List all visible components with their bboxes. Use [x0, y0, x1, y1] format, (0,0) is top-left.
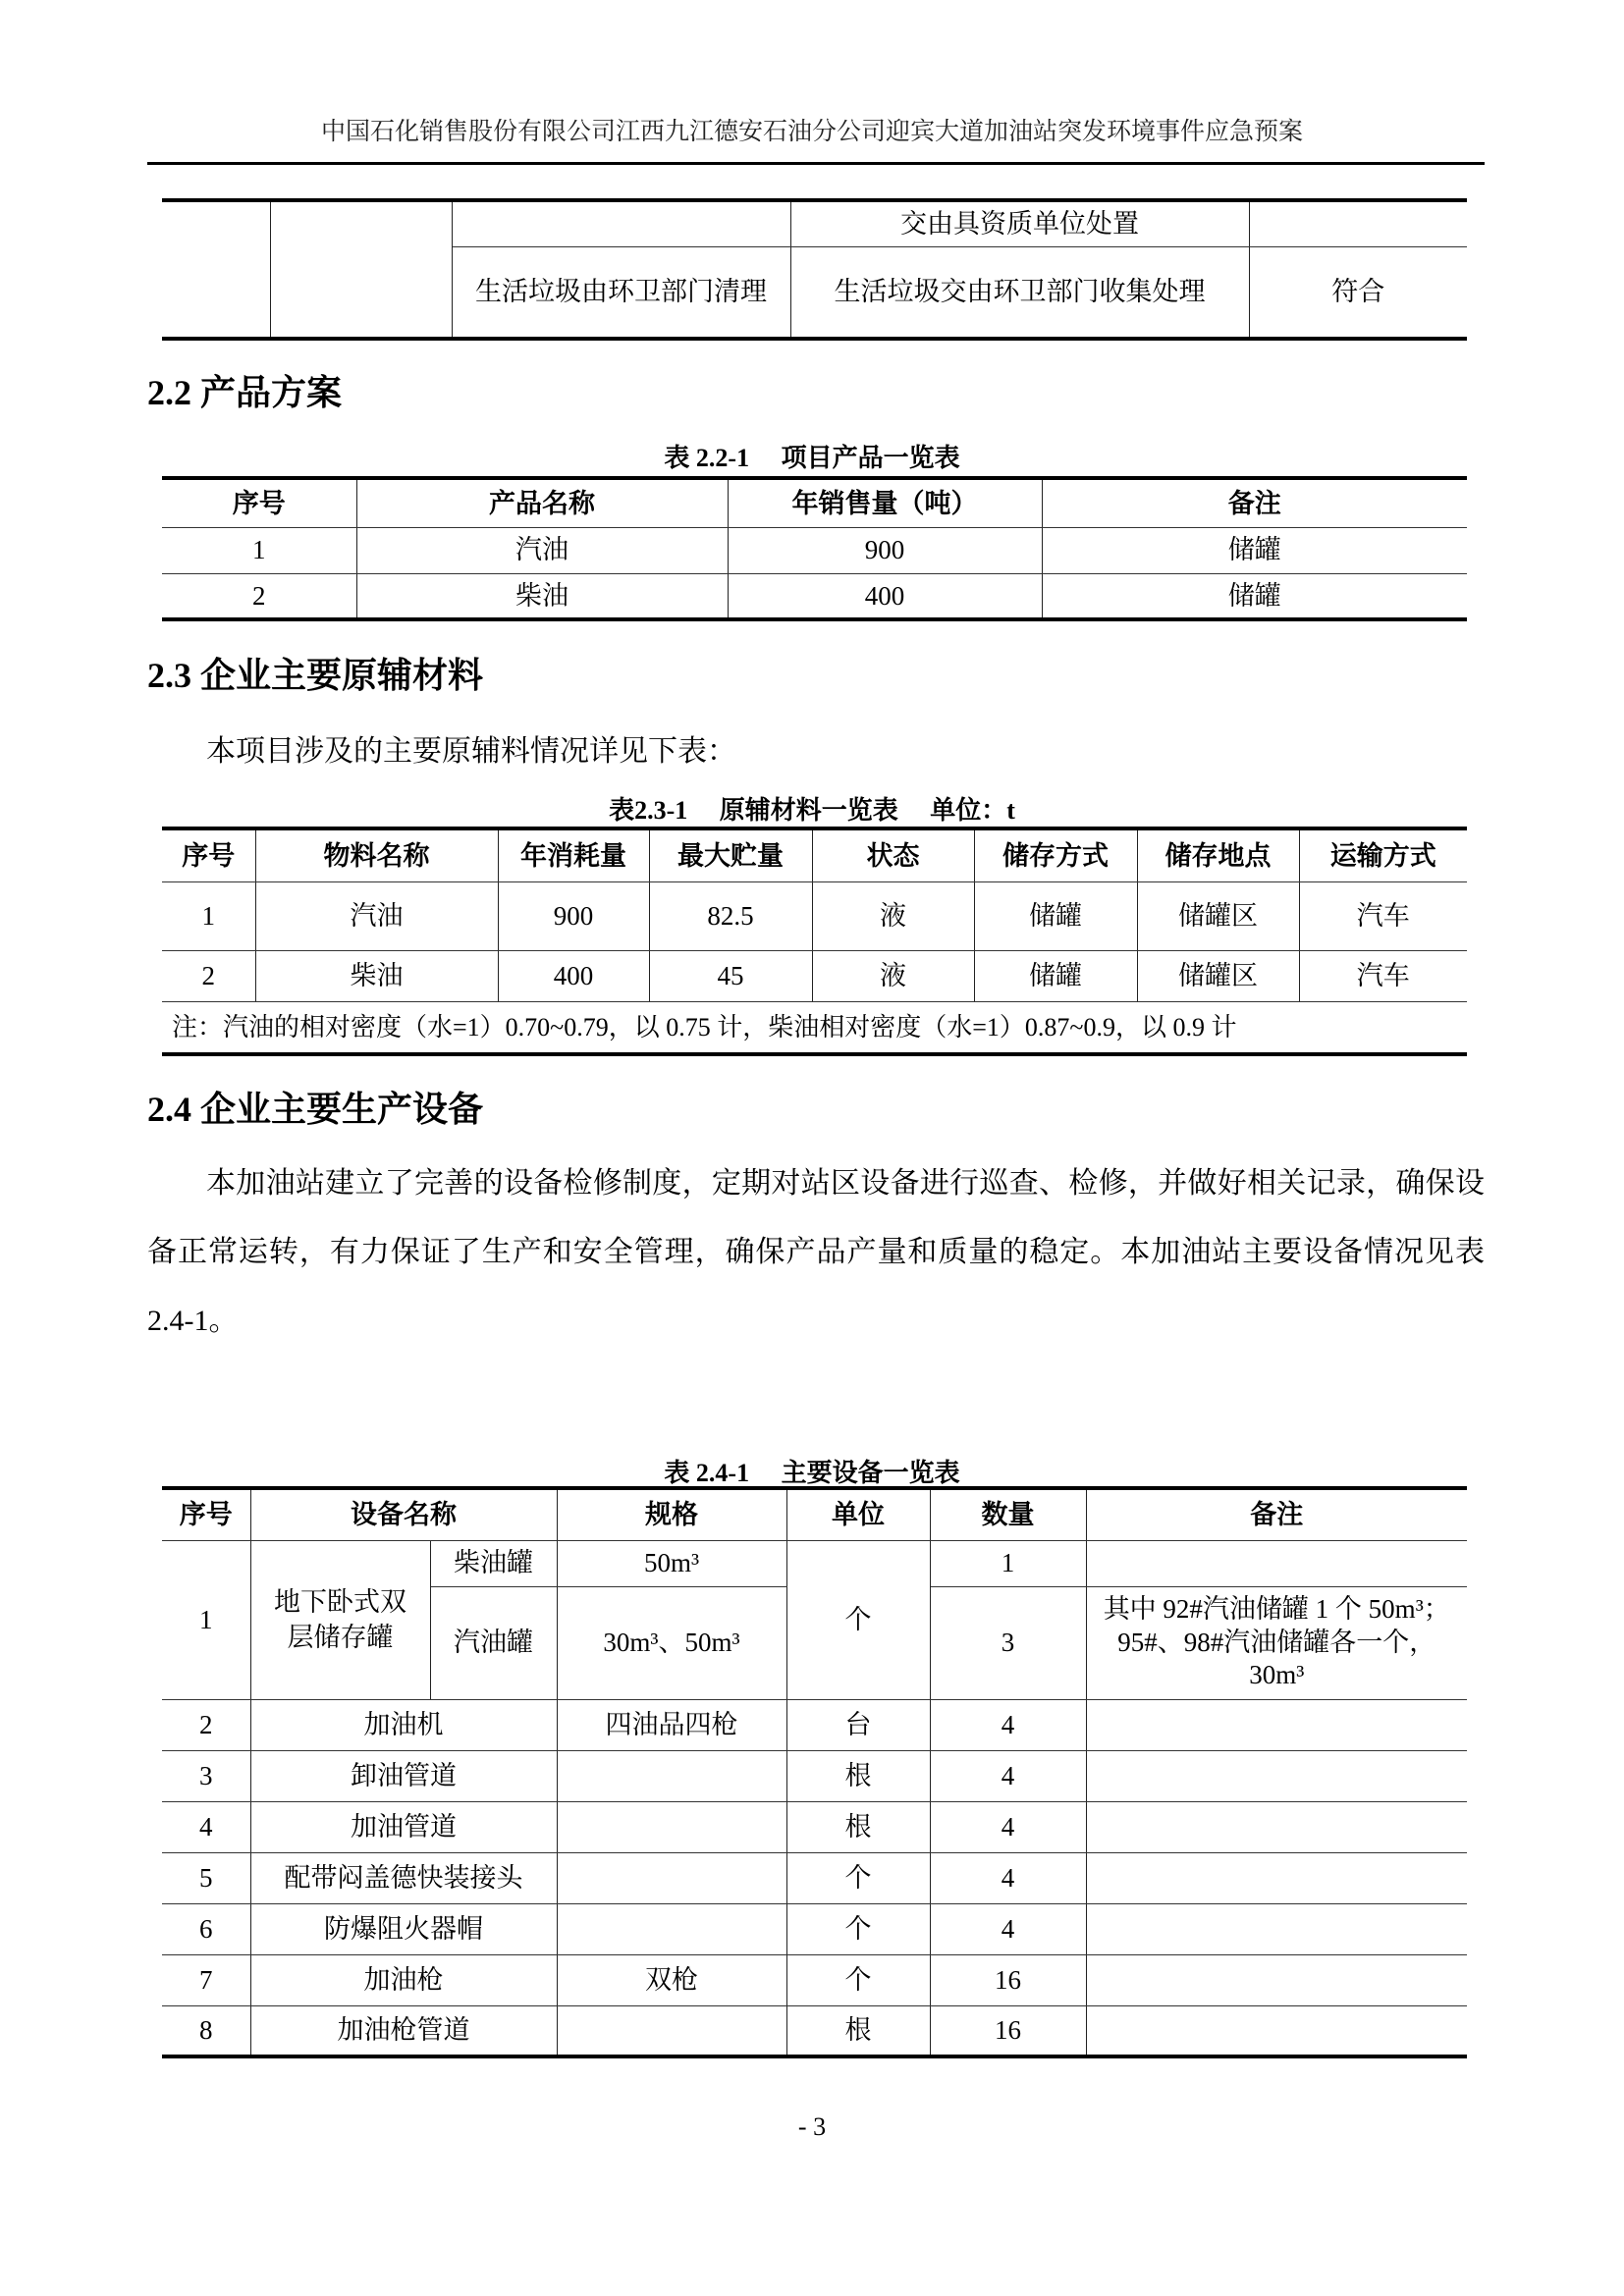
table-cell — [1086, 1540, 1467, 1586]
table-row — [162, 950, 1467, 1001]
section-heading-2-2: 2.2 产品方案 — [147, 373, 343, 412]
table-cell: 50m³ — [557, 1540, 786, 1586]
table-cell: 900 — [728, 527, 1042, 573]
table-cell: 2 — [162, 950, 255, 1001]
table-cell: 4 — [930, 1801, 1086, 1852]
table-cell: 个 — [786, 1903, 930, 1954]
table-cell: 7 — [162, 1954, 250, 2005]
table-cell: 3 — [162, 1750, 250, 1801]
table-cell: 柴油 — [356, 573, 728, 619]
table-row — [162, 1852, 1467, 1903]
column-header: 序号 — [162, 478, 356, 527]
column-header: 物料名称 — [255, 828, 498, 881]
table-cell: 生活垃圾由环卫部门清理 — [452, 246, 790, 339]
table-cell: 5 — [162, 1852, 250, 1903]
table-cell: 储罐区 — [1137, 881, 1299, 950]
table-cell: 生活垃圾交由环卫部门收集处理 — [790, 246, 1249, 339]
table-cell: 2 — [162, 1699, 250, 1750]
table-cell: 配带闷盖德快装接头 — [250, 1852, 557, 1903]
table-cell: 储罐 — [1042, 573, 1467, 619]
column-header: 运输方式 — [1299, 828, 1467, 881]
column-header: 数量 — [930, 1488, 1086, 1540]
table-cell — [1086, 1954, 1467, 2005]
table-cell: 根 — [786, 2005, 930, 2056]
table-row — [162, 573, 1467, 619]
column-header: 序号 — [162, 828, 255, 881]
table-cell: 防爆阻火器帽 — [250, 1903, 557, 1954]
column-header: 储存地点 — [1137, 828, 1299, 881]
table-cell: 汽油 — [356, 527, 728, 573]
table-cell: 柴油 — [255, 950, 498, 1001]
table-caption-2-2-1: 表 2.2-1 项目产品一览表 — [664, 444, 960, 472]
table-cell: 45 — [649, 950, 812, 1001]
table-cell: 1 — [162, 1540, 250, 1699]
table-row — [162, 527, 1467, 573]
table-note-row — [162, 1001, 1467, 1054]
table-cell — [557, 1750, 786, 1801]
table-cell — [557, 1903, 786, 1954]
table-cell: 液 — [812, 950, 974, 1001]
table-cell — [557, 1852, 786, 1903]
table-cell: 柴油罐 — [430, 1540, 557, 1586]
table-cell — [162, 200, 270, 339]
table-cell — [270, 200, 452, 339]
table-cell: 400 — [498, 950, 649, 1001]
table-cell: 8 — [162, 2005, 250, 2056]
table-cell: 根 — [786, 1801, 930, 1852]
table-note: 注：汽油的相对密度（水=1）0.70~0.79，以 0.75 计，柴油相对密度（水=1）0.87~0.9，以 0.9 计 — [162, 1001, 1467, 1054]
table-row — [162, 881, 1467, 950]
table-cell: 1 — [930, 1540, 1086, 1586]
raw-materials-table — [162, 827, 1467, 1056]
table-row — [162, 1699, 1467, 1750]
column-header: 年销售量（吨） — [728, 478, 1042, 527]
table-cell — [1086, 2005, 1467, 2056]
table-cell: 3 — [930, 1586, 1086, 1699]
column-header: 状态 — [812, 828, 974, 881]
equipment-table — [162, 1486, 1467, 2058]
table-cell: 16 — [930, 2005, 1086, 2056]
table-header-row — [162, 828, 1467, 881]
table-cell: 4 — [162, 1801, 250, 1852]
table-cell: 个 — [786, 1540, 930, 1699]
column-header: 规格 — [557, 1488, 786, 1540]
section-heading-2-4: 2.4 企业主要生产设备 — [147, 1090, 484, 1129]
table-cell: 符合 — [1249, 246, 1467, 339]
table-row — [162, 200, 1467, 246]
table-cell: 双枪 — [557, 1954, 786, 2005]
column-header: 单位 — [786, 1488, 930, 1540]
table-cell — [557, 1801, 786, 1852]
table-cell: 汽车 — [1299, 881, 1467, 950]
table-cell: 四油品四枪 — [557, 1699, 786, 1750]
table-cell: 16 — [930, 1954, 1086, 2005]
column-header: 设备名称 — [250, 1488, 557, 1540]
table-row — [162, 1750, 1467, 1801]
table-cell: 个 — [786, 1852, 930, 1903]
table-cell: 4 — [930, 1852, 1086, 1903]
section-heading-2-3: 2.3 企业主要原辅材料 — [147, 656, 484, 695]
table-cell: 其中 92#汽油储罐 1 个 50m³；95#、98#汽油储罐各一个，30m³ — [1086, 1586, 1467, 1699]
column-header: 储存方式 — [974, 828, 1137, 881]
column-header: 备注 — [1042, 478, 1467, 527]
table-cell — [1086, 1801, 1467, 1852]
table-cell — [1086, 1699, 1467, 1750]
table-cell — [1086, 1852, 1467, 1903]
table-cell: 4 — [930, 1699, 1086, 1750]
column-header: 最大贮量 — [649, 828, 812, 881]
table-cell: 82.5 — [649, 881, 812, 950]
column-header: 年消耗量 — [498, 828, 649, 881]
column-header: 序号 — [162, 1488, 250, 1540]
table-row — [162, 1903, 1467, 1954]
table-cell: 4 — [930, 1750, 1086, 1801]
table-cell: 根 — [786, 1750, 930, 1801]
table-cell: 交由具资质单位处置 — [790, 200, 1249, 246]
table-cell: 加油枪 — [250, 1954, 557, 2005]
table-cell: 1 — [162, 527, 356, 573]
table-cell — [1086, 1750, 1467, 1801]
table-cell: 卸油管道 — [250, 1750, 557, 1801]
table-cell — [557, 2005, 786, 2056]
table-cell: 加油机 — [250, 1699, 557, 1750]
table-cell — [1086, 1903, 1467, 1954]
table-cell: 900 — [498, 881, 649, 950]
table-cell: 加油枪管道 — [250, 2005, 557, 2056]
table-cell — [1249, 200, 1467, 246]
table-cell: 汽油罐 — [430, 1586, 557, 1699]
table-caption-2-3-1: 表2.3-1 原辅材料一览表 单位：t — [609, 796, 1015, 825]
section-2-3-intro: 本项目涉及的主要原辅料情况详见下表： — [206, 735, 736, 768]
table-cell: 储罐 — [974, 950, 1137, 1001]
product-table — [162, 476, 1467, 621]
table-row — [162, 2005, 1467, 2056]
table-cell: 储罐 — [974, 881, 1137, 950]
page-header-title: 中国石化销售股份有限公司江西九江德安石油分公司迎宾大道加油站突发环境事件应急预案 — [320, 117, 1303, 145]
column-header: 产品名称 — [356, 478, 728, 527]
table-cell: 加油管道 — [250, 1801, 557, 1852]
header-rule — [147, 162, 1485, 165]
table-cell: 2 — [162, 573, 356, 619]
table-cell: 1 — [162, 881, 255, 950]
table-row — [162, 1954, 1467, 2005]
table-cell: 6 — [162, 1903, 250, 1954]
table-header-row — [162, 1488, 1467, 1540]
table-cell — [452, 200, 790, 246]
table-cell: 液 — [812, 881, 974, 950]
table-cell: 汽油 — [255, 881, 498, 950]
table-row — [162, 1801, 1467, 1852]
table-cell: 个 — [786, 1954, 930, 2005]
table-cell: 台 — [786, 1699, 930, 1750]
table-cell: 储罐区 — [1137, 950, 1299, 1001]
table-row — [162, 1540, 1467, 1586]
table-cell: 30m³、50m³ — [557, 1586, 786, 1699]
table-cell: 汽车 — [1299, 950, 1467, 1001]
table-cell: 地下卧式双层储存罐 — [250, 1540, 430, 1699]
table-cell: 400 — [728, 573, 1042, 619]
table-caption-2-4-1: 表 2.4-1 主要设备一览表 — [664, 1459, 960, 1487]
continuation-table — [162, 198, 1467, 341]
table-header-row — [162, 478, 1467, 527]
page-number: - 3 — [797, 2112, 827, 2141]
column-header: 备注 — [1086, 1488, 1467, 1540]
table-cell: 4 — [930, 1903, 1086, 1954]
table-cell: 储罐 — [1042, 527, 1467, 573]
section-2-4-paragraph: 本加油站建立了完善的设备检修制度，定期对站区设备进行巡查、检修，并做好相关记录，确保设备正常运转，有力保证了生产和安全管理，确保产品产量和质量的稳定。本加油站主要设备情况见表 2.4-1。 — [147, 1167, 1485, 1337]
